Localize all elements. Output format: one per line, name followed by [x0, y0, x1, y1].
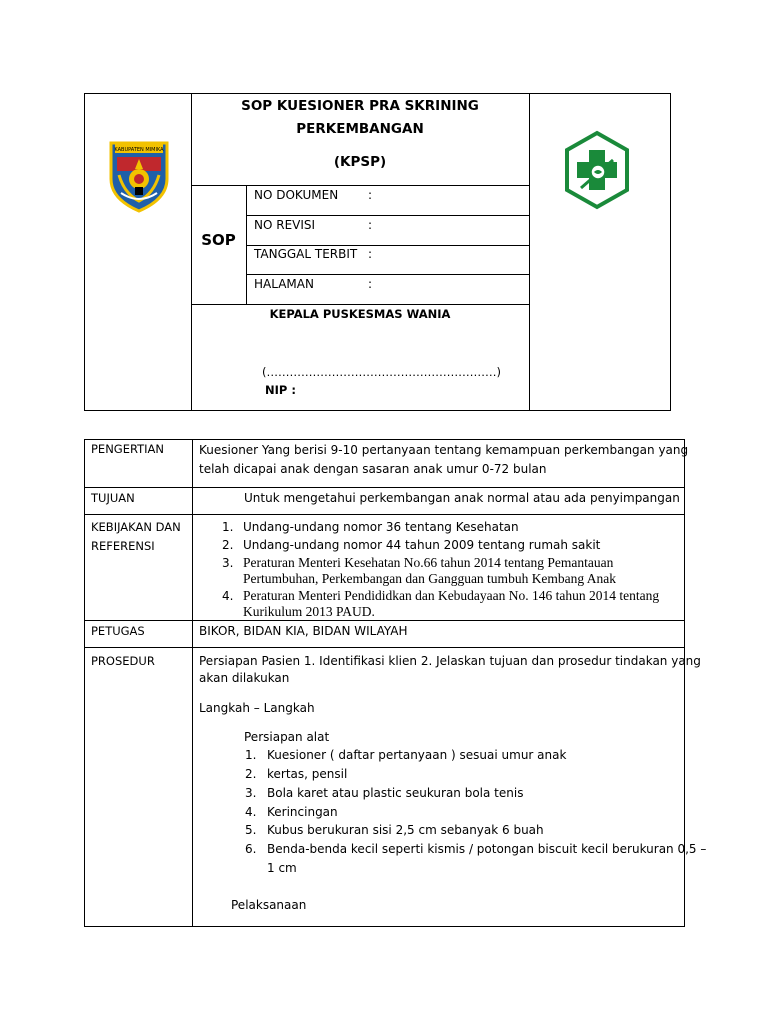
title-line-3: (KPSP) [333, 154, 387, 170]
pengertian-line-2: telah dicapai anak dengan sasaran anak umur 0-72 bulan [199, 462, 547, 476]
alat-item-4-num: 4. [245, 805, 257, 819]
header-divider-right [529, 93, 530, 411]
alat-item-5-num: 5. [245, 823, 257, 837]
prosedur-langkah: Langkah – Langkah [199, 701, 315, 715]
kebijakan-item-1-text: Undang-undang nomor 36 tentang Kesehatan [243, 520, 519, 534]
kebijakan-item-4-line-1: Peraturan Menteri Pendididkan dan Kebudayaan No. 146 tahun 2014 tentang [243, 588, 660, 603]
field-rule-3 [246, 274, 529, 275]
row-rule-1 [84, 487, 685, 488]
prosedur-intro-line-2: akan dilakukan [199, 671, 290, 685]
tujuan-text: Untuk mengetahui perkembangan anak normal atau ada penyimpangan [244, 491, 680, 505]
prosedur-intro-line-1: Persiapan Pasien 1. Identifikasi klien 2. Jelaskan tujuan dan prosedur tindakan yang [199, 654, 701, 668]
alat-item-2-num: 2. [245, 767, 257, 781]
row-rule-2 [84, 514, 685, 515]
svg-text:KABUPATEN MIMIKA: KABUPATEN MIMIKA [114, 147, 164, 153]
field-tanggal-terbit-label: TANGGAL TERBIT [254, 247, 358, 261]
alat-item-2-text: kertas, pensil [267, 767, 348, 781]
kebijakan-item-4-line-2: Kurikulum 2013 PAUD. [243, 604, 375, 619]
title-line-2: PERKEMBANGAN [296, 121, 424, 137]
field-no-dokumen-sep: : [368, 188, 373, 202]
nip-label: NIP : [265, 383, 296, 397]
kebijakan-item-3-num: 3. [222, 556, 234, 570]
kebijakan-item-3-line-1: Peraturan Menteri Kesehatan No.66 tahun 2014 tentang Pemantauan [243, 555, 614, 570]
puskesmas-logo [563, 130, 631, 210]
field-no-revisi-label: NO REVISI [254, 218, 316, 232]
field-halaman-sep: : [368, 277, 373, 291]
row-label-pengertian: PENGERTIAN [91, 442, 165, 456]
field-no-dokumen-label: NO DOKUMEN [254, 188, 339, 202]
title-line-1: SOP KUESIONER PRA SKRINING [241, 98, 479, 114]
alat-item-5-text: Kubus berukuran sisi 2,5 cm sebanyak 6 buah [267, 823, 544, 837]
row-rule-3 [84, 620, 685, 621]
row-label-tujuan: TUJUAN [91, 491, 135, 505]
row-label-prosedur: PROSEDUR [91, 654, 155, 668]
kabupaten-logo [105, 135, 173, 213]
row-label-kebijakan-2: REFERENSI [91, 539, 155, 553]
kebijakan-item-1-num: 1. [222, 520, 234, 534]
alat-item-3-text: Bola karet atau plastic seukuran bola tenis [267, 786, 524, 800]
row-label-kebijakan-1: KEBIJAKAN DAN [91, 520, 181, 534]
prosedur-persiapan-alat: Persiapan alat [244, 730, 330, 744]
signature-line: (……………………………………………………) [262, 365, 501, 379]
row-label-petugas: PETUGAS [91, 624, 145, 638]
prosedur-pelaksanaan: Pelaksanaan [231, 898, 307, 912]
kebijakan-item-3-line-2: Pertumbuhan, Perkembangan dan Gangguan tumbuh Kembang Anak [243, 571, 617, 586]
kebijakan-item-2-text: Undang-undang nomor 44 tahun 2009 tentang rumah sakit [243, 538, 601, 552]
alat-item-1-num: 1. [245, 748, 257, 762]
alat-item-6-line-1: Benda-benda kecil seperti kismis / potongan biscuit kecil berukuran 0,5 – [267, 842, 707, 856]
petugas-text: BIKOR, BIDAN KIA, BIDAN WILAYAH [199, 624, 408, 638]
row-rule-4 [84, 647, 685, 648]
alat-item-6-num: 6. [245, 842, 257, 856]
field-halaman-label: HALAMAN [254, 277, 314, 291]
signatory-title: KEPALA PUSKESMAS WANIA [269, 307, 451, 321]
kebijakan-item-2-num: 2. [222, 538, 234, 552]
alat-item-3-num: 3. [245, 786, 257, 800]
alat-item-6-line-2: 1 cm [267, 861, 297, 875]
alat-item-4-text: Kerincingan [267, 805, 338, 819]
field-rule-1 [246, 215, 529, 216]
sop-bottom-rule [191, 304, 529, 305]
title-bottom-rule [191, 185, 529, 186]
alat-item-1-text: Kuesioner ( daftar pertanyaan ) sesuai umur anak [267, 748, 567, 762]
sop-label: SOP [201, 231, 236, 249]
field-no-revisi-sep: : [368, 218, 373, 232]
pengertian-line-1: Kuesioner Yang berisi 9-10 pertanyaan tentang kemampuan perkembangan yang [199, 443, 689, 457]
header-divider-left [191, 93, 192, 411]
body-column-divider [192, 439, 193, 927]
field-tanggal-terbit-sep: : [368, 247, 373, 261]
kebijakan-item-4-num: 4. [222, 589, 234, 603]
